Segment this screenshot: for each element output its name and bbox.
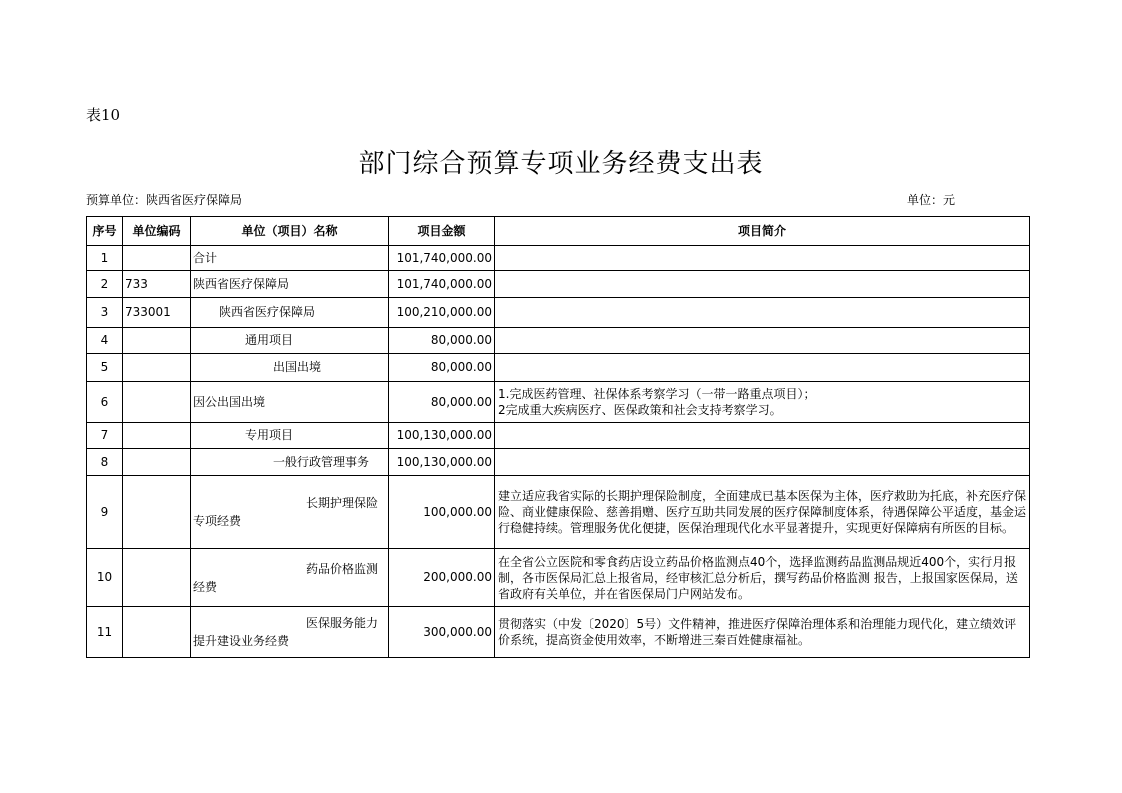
row-code bbox=[123, 246, 191, 271]
row-amount: 80,000.00 bbox=[389, 382, 495, 423]
table-row bbox=[87, 607, 1030, 658]
row-code: 733 bbox=[123, 271, 191, 298]
col-header-no: 序号 bbox=[87, 217, 123, 246]
row-amount: 101,740,000.00 bbox=[389, 271, 495, 298]
budget-unit-label: 预算单位：陕西省医疗保障局 bbox=[86, 193, 243, 207]
row-name bbox=[191, 549, 389, 607]
row-name: 陕西省医疗保障局 bbox=[191, 298, 389, 328]
row-no: 2 bbox=[87, 271, 123, 298]
row-code bbox=[123, 549, 191, 607]
row-no: 1 bbox=[87, 246, 123, 271]
col-header-code: 单位编码 bbox=[123, 217, 191, 246]
table-row bbox=[87, 423, 1030, 449]
table-row bbox=[87, 328, 1030, 354]
table-header-row bbox=[87, 217, 1030, 246]
table-row bbox=[87, 271, 1030, 298]
col-header-amount: 项目金额 bbox=[389, 217, 495, 246]
row-name: 合计 bbox=[191, 246, 389, 271]
row-name: 通用项目 bbox=[191, 328, 389, 354]
row-name bbox=[191, 476, 389, 549]
row-amount: 100,130,000.00 bbox=[389, 449, 495, 476]
row-code bbox=[123, 354, 191, 382]
row-amount: 100,210,000.00 bbox=[389, 298, 495, 328]
row-no: 7 bbox=[87, 423, 123, 449]
row-code bbox=[123, 449, 191, 476]
row-code bbox=[123, 328, 191, 354]
row-no: 8 bbox=[87, 449, 123, 476]
row-desc bbox=[495, 423, 1030, 449]
row-no: 9 bbox=[87, 476, 123, 549]
col-header-name: 单位（项目）名称 bbox=[191, 217, 389, 246]
row-desc bbox=[495, 328, 1030, 354]
row-desc bbox=[495, 246, 1030, 271]
row-code bbox=[123, 382, 191, 423]
row-name-line: 药品价格监测 bbox=[305, 561, 378, 576]
table-number: 表10 bbox=[86, 106, 121, 124]
row-desc bbox=[495, 449, 1030, 476]
page-title: 部门综合预算专项业务经费支出表 bbox=[358, 149, 764, 179]
table-row bbox=[87, 449, 1030, 476]
row-amount: 100,130,000.00 bbox=[389, 423, 495, 449]
row-amount: 100,000.00 bbox=[389, 476, 495, 549]
row-no: 6 bbox=[87, 382, 123, 423]
row-amount: 101,740,000.00 bbox=[389, 246, 495, 271]
row-name: 专用项目 bbox=[191, 423, 389, 449]
row-name-line: 提升建设业务经费 bbox=[193, 634, 290, 648]
row-desc bbox=[495, 354, 1030, 382]
row-desc bbox=[495, 298, 1030, 328]
row-name: 陕西省医疗保障局 bbox=[191, 271, 389, 298]
row-name: 一般行政管理事务 bbox=[191, 449, 389, 476]
row-name-line: 医保服务能力 bbox=[305, 616, 378, 630]
row-name bbox=[191, 607, 389, 658]
row-code: 733001 bbox=[123, 298, 191, 328]
row-desc-line: 1.完成医药管理、社保体系考察学习（一带一路重点项目）； bbox=[498, 387, 816, 401]
row-name-line: 经费 bbox=[193, 579, 218, 594]
row-code bbox=[123, 476, 191, 549]
row-code bbox=[123, 607, 191, 658]
row-no: 5 bbox=[87, 354, 123, 382]
table-row bbox=[87, 298, 1030, 328]
row-desc bbox=[495, 382, 1030, 423]
table-row bbox=[87, 476, 1030, 549]
table-row bbox=[87, 246, 1030, 271]
row-no: 10 bbox=[87, 549, 123, 607]
table-row bbox=[87, 354, 1030, 382]
row-amount: 200,000.00 bbox=[389, 549, 495, 607]
row-amount: 300,000.00 bbox=[389, 607, 495, 658]
row-no: 11 bbox=[87, 607, 123, 658]
row-no: 4 bbox=[87, 328, 123, 354]
row-name-line: 专项经费 bbox=[193, 514, 242, 528]
budget-table bbox=[86, 216, 1030, 658]
row-desc-line: 2完成重大疾病医疗、医保政策和社会支持考察学习。 bbox=[498, 403, 782, 417]
row-desc bbox=[495, 271, 1030, 298]
row-desc: 贯彻落实（中发〔2020〕5号）文件精神，推进医疗保障治理体系和治理能力现代化，建立绩效评价系统，提高资金使用效率，不断增进三秦百姓健康福祉。 bbox=[495, 607, 1030, 658]
currency-unit-label: 单位：元 bbox=[907, 193, 956, 207]
row-no: 3 bbox=[87, 298, 123, 328]
row-desc: 在全省公立医院和零食药店设立药品价格监测点40个，选择监测药品监测品规近400个，实行月报制，各市医保局汇总上报省局，经审核汇总分析后，撰写药品价格监测 报告，上报国家医保局，送省政府有关单位，并在省医保局门户网站发布。 bbox=[495, 549, 1030, 607]
table-row bbox=[87, 549, 1030, 607]
row-code bbox=[123, 423, 191, 449]
row-amount: 80,000.00 bbox=[389, 354, 495, 382]
row-desc: 建立适应我省实际的长期护理保险制度，全面建成已基本医保为主体，医疗救助为托底，补充医疗保险、商业健康保险、慈善捐赠、医疗互助共同发展的医疗保障制度体系，待遇保障公平适度，基金运行稳健持续。管理服务优化便捷，医保治理现代化水平显著提升，实现更好保障病有所医的目标。 bbox=[495, 476, 1030, 549]
row-name: 出国出境 bbox=[191, 354, 389, 382]
row-name: 因公出国出境 bbox=[191, 382, 389, 423]
row-name-line: 长期护理保险 bbox=[305, 496, 378, 510]
row-amount: 80,000.00 bbox=[389, 328, 495, 354]
col-header-desc: 项目简介 bbox=[495, 217, 1030, 246]
table-row bbox=[87, 382, 1030, 423]
